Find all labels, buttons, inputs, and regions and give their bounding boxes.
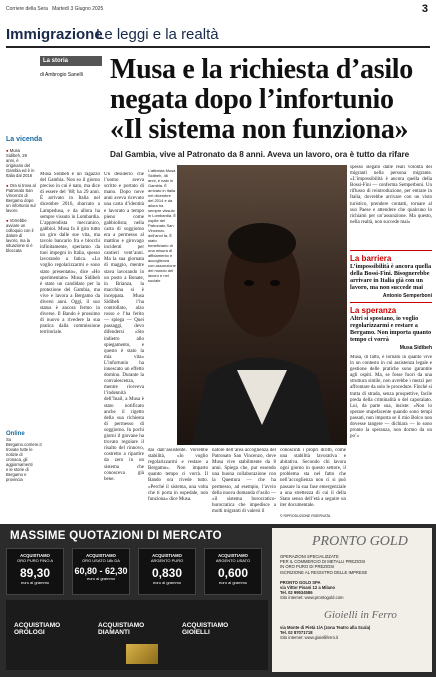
gold-bar-icon bbox=[126, 644, 158, 664]
right-column bbox=[350, 165, 432, 475]
divider bbox=[350, 302, 432, 303]
masthead-line bbox=[6, 6, 103, 12]
article-column-4: dai dall’assistente. Vorrebbe stabilità, «Io voglio regolarizzarmi e restare a Bergamo». Non imparto quanto tempo ci vorrà. Il Bando ora rivede tutto. «Perché il sistema, una volta che ti porta in ospedale, non funziona» dice Musa. bbox=[148, 448, 208, 502]
pullquote-text: Altri si spostano, io voglio regolarizzarmi e restare a Bergamo. Non importa quanto tempo ci vorrà bbox=[350, 315, 432, 343]
article-column-5: natore dell’area accoglienza del Patronato San Vincenzo, dove Musa vive stabilmente da 8 anni. Spiega che, pur essendo una buona collaborazione con la Questura — che ha permesso, ad esempio, l’avvio della nuova domanda d’asilo — «il sistema burocratico-burocratica che impedisce a molti migranti di valersi il bbox=[212, 448, 276, 514]
brand2-logo: Gioielli in Ferro bbox=[324, 608, 397, 621]
divider bbox=[350, 250, 432, 251]
top-rule bbox=[6, 46, 430, 48]
headline: Musa e la richiesta d’asilo negata dopo l’infortunio «Il sistema non funziona» bbox=[110, 54, 413, 145]
story-label: La storia bbox=[40, 56, 102, 66]
byline: di Ambrogio Sanelli bbox=[40, 72, 83, 78]
online-title: Online bbox=[6, 431, 25, 437]
article-column-right: Musa, di fatto, è tornato in quanto vive in un contesto in cui assistenza legale e gestione delle pratiche sono garantite agli ospiti. Ma, se fosse fuori da una struttura simile, non avrebbe i mezzi per affrontare da solo le procedure. Finché si tratta di strada, senza prospettive, facile preda della criminalità o del caporalato. Lui, da parte sua, insiste: «Non lo sperare stupefacente quando sono tempi passati, non importa se il mio Bolco non dovesse tangere — dichiara — lo sono pronto la speranza, non dormo da un po’» bbox=[350, 355, 432, 440]
article-column-7: spesso slegato dalle reali volontà dei migranti nella persona migrante. «L’impossibilità è ancora quella della Bossi-Fini — conferma Semperboni. Un riflusso di reintroduzione, per entrare in Italia, dovrebbe arrivare con un visto turistico, prendere contatti, tornare al suo Paese e attendere che qualcuno lo richiami per un’assunzione. Ma questo, nella realtà, non succede mai» bbox=[350, 165, 432, 225]
article-column-6: conoscinti i propri diritti, come una stabilità lavorativa e abitativa. Secondo chi lavora ogni giorno in questo settore, il problema sta nel fatto che nell’accoglienza non ci si può passare la sua fase emergenziale a una strettezza di cui il della Stato senso dell’età a seguire un iter documentale. bbox=[280, 448, 346, 508]
ad-label: ACQUISTIAMO DIAMANTI bbox=[98, 622, 145, 636]
pullquote-text: L’impossibilità è ancora quella della Bossi-Fini. Bisognerebbe arrivare in Italia già con un lavoro, ma non succede mai bbox=[350, 263, 432, 291]
brand-address: PRONTO GOLD SPA via Vittor Pisani 12 a Milano Tel. 02 99534586 Sito internet: www.prontogold.com bbox=[280, 579, 344, 601]
ad-label: ACQUISTIAMO OROLOGI bbox=[14, 622, 61, 636]
price-box: ACQUISTIAMO ARGENTO USATO 0,600 euro al grammo bbox=[204, 548, 262, 595]
paper-name: Corriere della Sera bbox=[6, 6, 48, 12]
pullquote-title: La speranza bbox=[350, 306, 397, 315]
issue-date: Martedì 3 Giugno 2025 bbox=[52, 6, 104, 12]
pullquote-author: Antonio Semperboni bbox=[382, 293, 432, 299]
subheadline: Dal Gambia, vive al Patronato da 8 anni. Aveva un lavoro, ora è tutto da rifare bbox=[110, 150, 410, 159]
ad-title: MASSIME QUOTAZIONI DI MERCATO bbox=[10, 530, 222, 542]
online-text: Su Bergamo.corriere.it trovate tutte le notizie di cronaca, gli aggiornamenti e le storie di Bergamo e provincia bbox=[6, 437, 42, 482]
ad-sponsor-box bbox=[272, 528, 432, 672]
section-kicker: Immigrazione bbox=[6, 26, 103, 43]
online-box bbox=[6, 431, 42, 482]
vicenda-item: ● Ora si trova al Patronato San Vincenzo di Bergamo dopo un infortunio sul lavoro bbox=[6, 183, 36, 213]
ad-products bbox=[6, 600, 268, 670]
price-box: ACQUISTIAMO ARGENTO PURO 0,830 euro al grammo bbox=[138, 548, 196, 595]
portrait-photo bbox=[177, 165, 347, 445]
price-box: ACQUISTIAMO ORO PURO FINO A 89,30 euro al grammo bbox=[6, 548, 64, 595]
brand-info: OPERAZIONI SPECIALIZZATE PER IL COMMERCIO DI METALLI PREZIOSI IN ORO PURO DI PREZIOSI ISCRIZIONE AL REGISTRO DELLE IMPRESE bbox=[280, 554, 368, 575]
sidebar-title: La vicenda bbox=[6, 136, 43, 143]
pullquote-title: La barriera bbox=[350, 254, 392, 263]
price-box: ACQUISTIAMO ORO USATO 18k DA 60,80 - 62,30 euro al grammo bbox=[72, 548, 130, 595]
sidebar-vicenda bbox=[6, 148, 36, 258]
page-number: 3 bbox=[421, 3, 428, 15]
article-column-2: Un desiderio che l’uomo aveva scritto e portato di mano. Dopo nove anni aveva ricevuto una carta d’identità e lavorato a tempo pieno come gabbiolista; nella carta di soggiorno era a permesso al mattino e girovago incidenti per cantieri vent’anni. Ma la sua giornata di maggio, mentre stava lavorando in un posto a Bonate, in Brianza, la macchina si è inceppata. Musa Sidibeh l’ha controllato, alzo rosso e l’ha ferito — spiega — Quei passaggi, devo difendersi «Sto indietro allo spiegamento, e questo è stato la mia vita» L’infortunio ha innescato un effetto domino. Durante la convalescenza, mentre riceveva l’indennità dell’Inail, a Musa è stato notificato anche il rigetto della sua richiesta di permesso di soggiorno. In pochi giorni il giovane ha trovato regolare il risalto del rinnovo, costretto a ripartire da zero in un sistema che conosceva già bene. bbox=[104, 172, 144, 482]
photo-caption: L’attivista Musa Sidibeh, 46 anni, è nato in Gambia. È arrivato in Italia nel dicembre del 2014 e da allora ha sempre vissuto in Lombardia. È ospite del Patronato San Vincenzo dell’anni fa. È stato beneficiario di una misura di affidamento e accoglienza con assunzione del mondo del lavoro e nel sociale bbox=[148, 168, 177, 283]
copyright: © RIPRODUZIONE RISERVATA bbox=[280, 514, 331, 518]
pullquote-author: Musa Sidibeh bbox=[399, 345, 432, 351]
topic-kicker: Le leggi e la realtà bbox=[96, 26, 219, 43]
article-column-1: Musa Sidibeh è un ragazzo del Gambia. Non so il giorno preciso in cui è nato, ma dice di essere del ’88; ha 29 anni. È arrivato in Italia nel dicembre 2016, sbarcato a Lampedusa, e da allora ha sempre vissuto in Lombardia. L’apprendista meccanico, gabbiol. Musa fa il giro tutto un giro dalle sue vita, ma tavolo bancario fra e blocchi infinitamente, speriamo da tuoi impegni in Italia, spesso lavorando a fatica. «Lo voglio regolarizzarmi e sono stato presentato», dice «Ho sperimentato» Musa Sidibeh è stato un candidato per la protezione del Gambia, ma vive e lavora a Bergamo da diversi anni. Oggi, il suo status è ancora fermo in diverse. Il Bando è prossimo di nuovo a rivedere la sua pratica dalla commissione territoriale. bbox=[40, 172, 100, 336]
brand2-address: via Monte di Pietà 1/A (zona Teatro alla Scala) Tel. 02 87071718 Sito internet: www.gioielliferro.it bbox=[280, 624, 371, 641]
brand-logo: PRONTO GOLD bbox=[312, 534, 408, 549]
ad-label: ACQUISTIAMO GIOIELLI bbox=[182, 622, 229, 636]
vicenda-item: ● Vorrebbe avviare un colloquio con il datore di lavoro, ma la situazione si è bloccata bbox=[6, 218, 34, 253]
vicenda-item: ● Musa Sidibeh, 29 anni, è originario del Gambia ed è in Italia dal 2016 bbox=[6, 148, 35, 178]
